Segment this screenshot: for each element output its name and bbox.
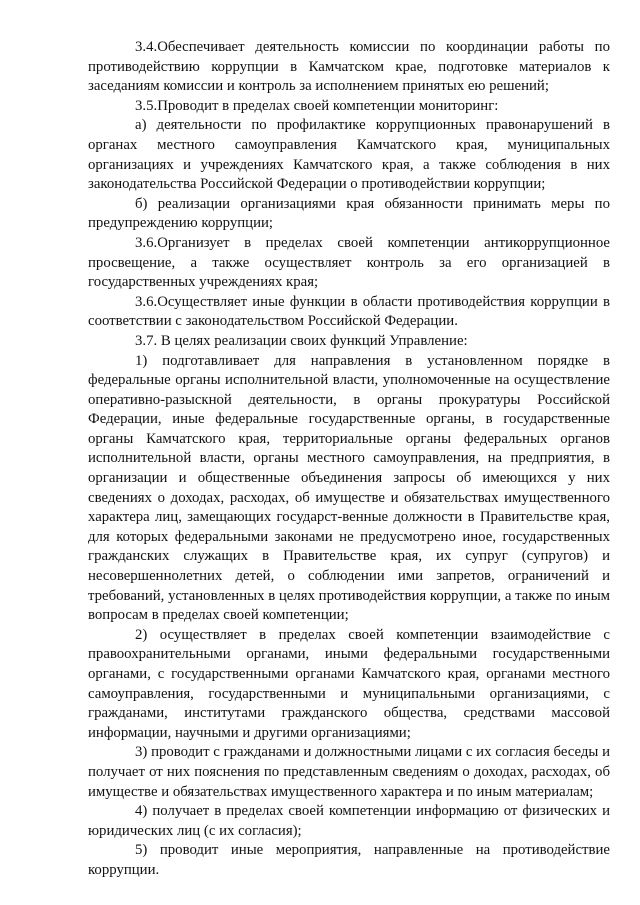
document-page (88, 38, 610, 881)
paragraph-3-4: 3.4.Обеспечивает деятельность комиссии по координации работы по противодействию коррупции в Камчатском крае, подготовке материалов к заседаниям комиссии и контроль за исполнением принятых ею решений; (88, 39, 610, 95)
paragraph-3-7-item-3: 3) проводит с гражданами и должностными лицами с их согласия беседы и получает от них пояснения по представленным сведениям о доходах, расходах, об имуществе и обязательствах имущественного характера и по иным материалам; (88, 744, 610, 800)
paragraph-3-7-item-1: 1) подготавливает для направления в установленном порядке в федеральные органы исполнительной власти, уполномоченные на осуществление оперативно-разыскной деятельности, в органы прокуратуры Российской Федерации, иные федеральные государственные органы, в государственные органы Камчатского края, территориальные органы федеральных органов исполнительной власти, органы местного самоуправления, на предприятия, в организации и общественные объединения запросы об имеющихся у них сведениях о доходах, расходах, об имуществе и обязательствах имущественного характера лиц, замещающих государст-венные должности в Правительстве края, для которых федеральными законами не предусмотрено иное, государственных гражданских служащих в Правительстве края, их супруг (супругов) и несовершеннолетних детей, о соблюдении ими запретов, ограничений и требований, установленных в целях противодействия коррупции, а также по иным вопросам в пределах своей компетенции; (88, 352, 610, 624)
paragraph-3-7: 3.7. В целях реализации своих функций Управление: (135, 332, 468, 349)
paragraph-3-7-item-5: 5) проводит иные мероприятия, направленные на противодействие коррупции. (88, 842, 610, 878)
paragraph-3-5: 3.5.Проводит в пределах своей компетенции мониторинг: (135, 97, 499, 114)
paragraph-3-5-a: а) деятельности по профилактике коррупционных правонарушений в органах местного самоуправления Камчатского края, муниципальных организациях и учреждениях Камчатского края, а также соблюдения в них законодательства Российской Федерации о противодействии коррупции; (88, 117, 610, 193)
paragraph-3-6-other-functions: 3.6.Осуществляет иные функции в области противодействия коррупции в соответствии с законодательством Российской Федерации. (88, 293, 610, 330)
paragraph-3-7-item-4: 4) получает в пределах своей компетенции информацию от физических и юридических лиц (с их согласия); (88, 803, 610, 839)
paragraph-3-6-organizes: 3.6.Организует в пределах своей компетенции антикоррупционное просвещение, а также осуществляет контроль за его организацией в государственных учреждениях края; (88, 234, 610, 291)
paragraph-3-5-b: б) реализации организациями края обязанности принимать меры по предупреждению коррупции; (88, 195, 610, 232)
paragraph-3-7-item-2: 2) осуществляет в пределах своей компетенции взаимодействие с правоохранительными органами, иными федеральными государственными органами, с государственными органами Камчатского края, органами местного самоуправления, государственными и муниципальными организациями, с гражданами, институтами гражданского общества, средствами массовой информации, научными и другими организациями; (88, 626, 610, 741)
